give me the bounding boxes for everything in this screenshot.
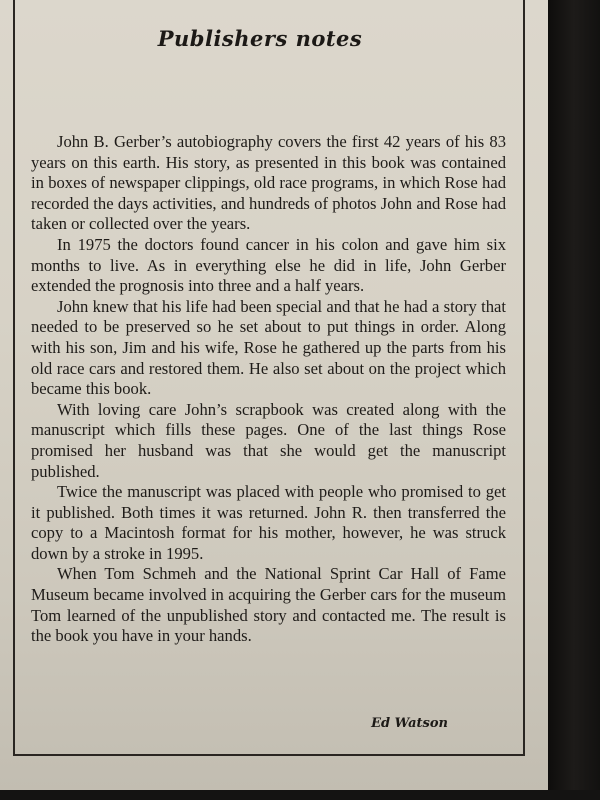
author-signature: Ed Watson [371, 716, 448, 731]
paragraph-5: Twice the manuscript was placed with people who promised to get it published. Both times it was returned. John R. then transferred the copy to a Macintosh format for his mother, however, he was struck down by a stroke in 1995. [31, 482, 506, 563]
paragraph-6: When Tom Schmeh and the National Sprint Car Hall of Fame Museum became involved in acquiring the Gerber cars for the museum Tom learned of the unpublished story and contacted me. The result is the book you have in your hands. [31, 564, 506, 646]
paragraph-4: With loving care John’s scrapbook was created along with the manuscript which fills these pages. One of the last things Rose promised her husband was that she would get the manuscript published. [31, 399, 506, 481]
notes-body [31, 132, 506, 647]
paragraph-1: John B. Gerber’s autobiography covers the first 42 years of his 83 years on this earth. His story, as presented in this book was contained in boxes of newspaper clippings, old race programs, in which Rose had recorded the days activities, and hundreds of photos John and Rose had taken or collected over the years. [31, 132, 506, 234]
book-gutter-shadow [548, 0, 600, 800]
page-bottom-shadow [0, 790, 600, 800]
paragraph-2: In 1975 the doctors found cancer in his colon and gave him six months to live. As in everything else he did in life, John Gerber extended the prognosis into three and a half years. [31, 234, 506, 296]
paragraph-3: John knew that his life had been special and that he had a story that needed to be preserved so he set about to put things in order. Along with his son, Jim and his wife, Rose he gathered up the parts from his old race cars and restored them. He also set about on the project which became this book. [31, 296, 506, 399]
page-title: Publishers notes [157, 26, 363, 51]
